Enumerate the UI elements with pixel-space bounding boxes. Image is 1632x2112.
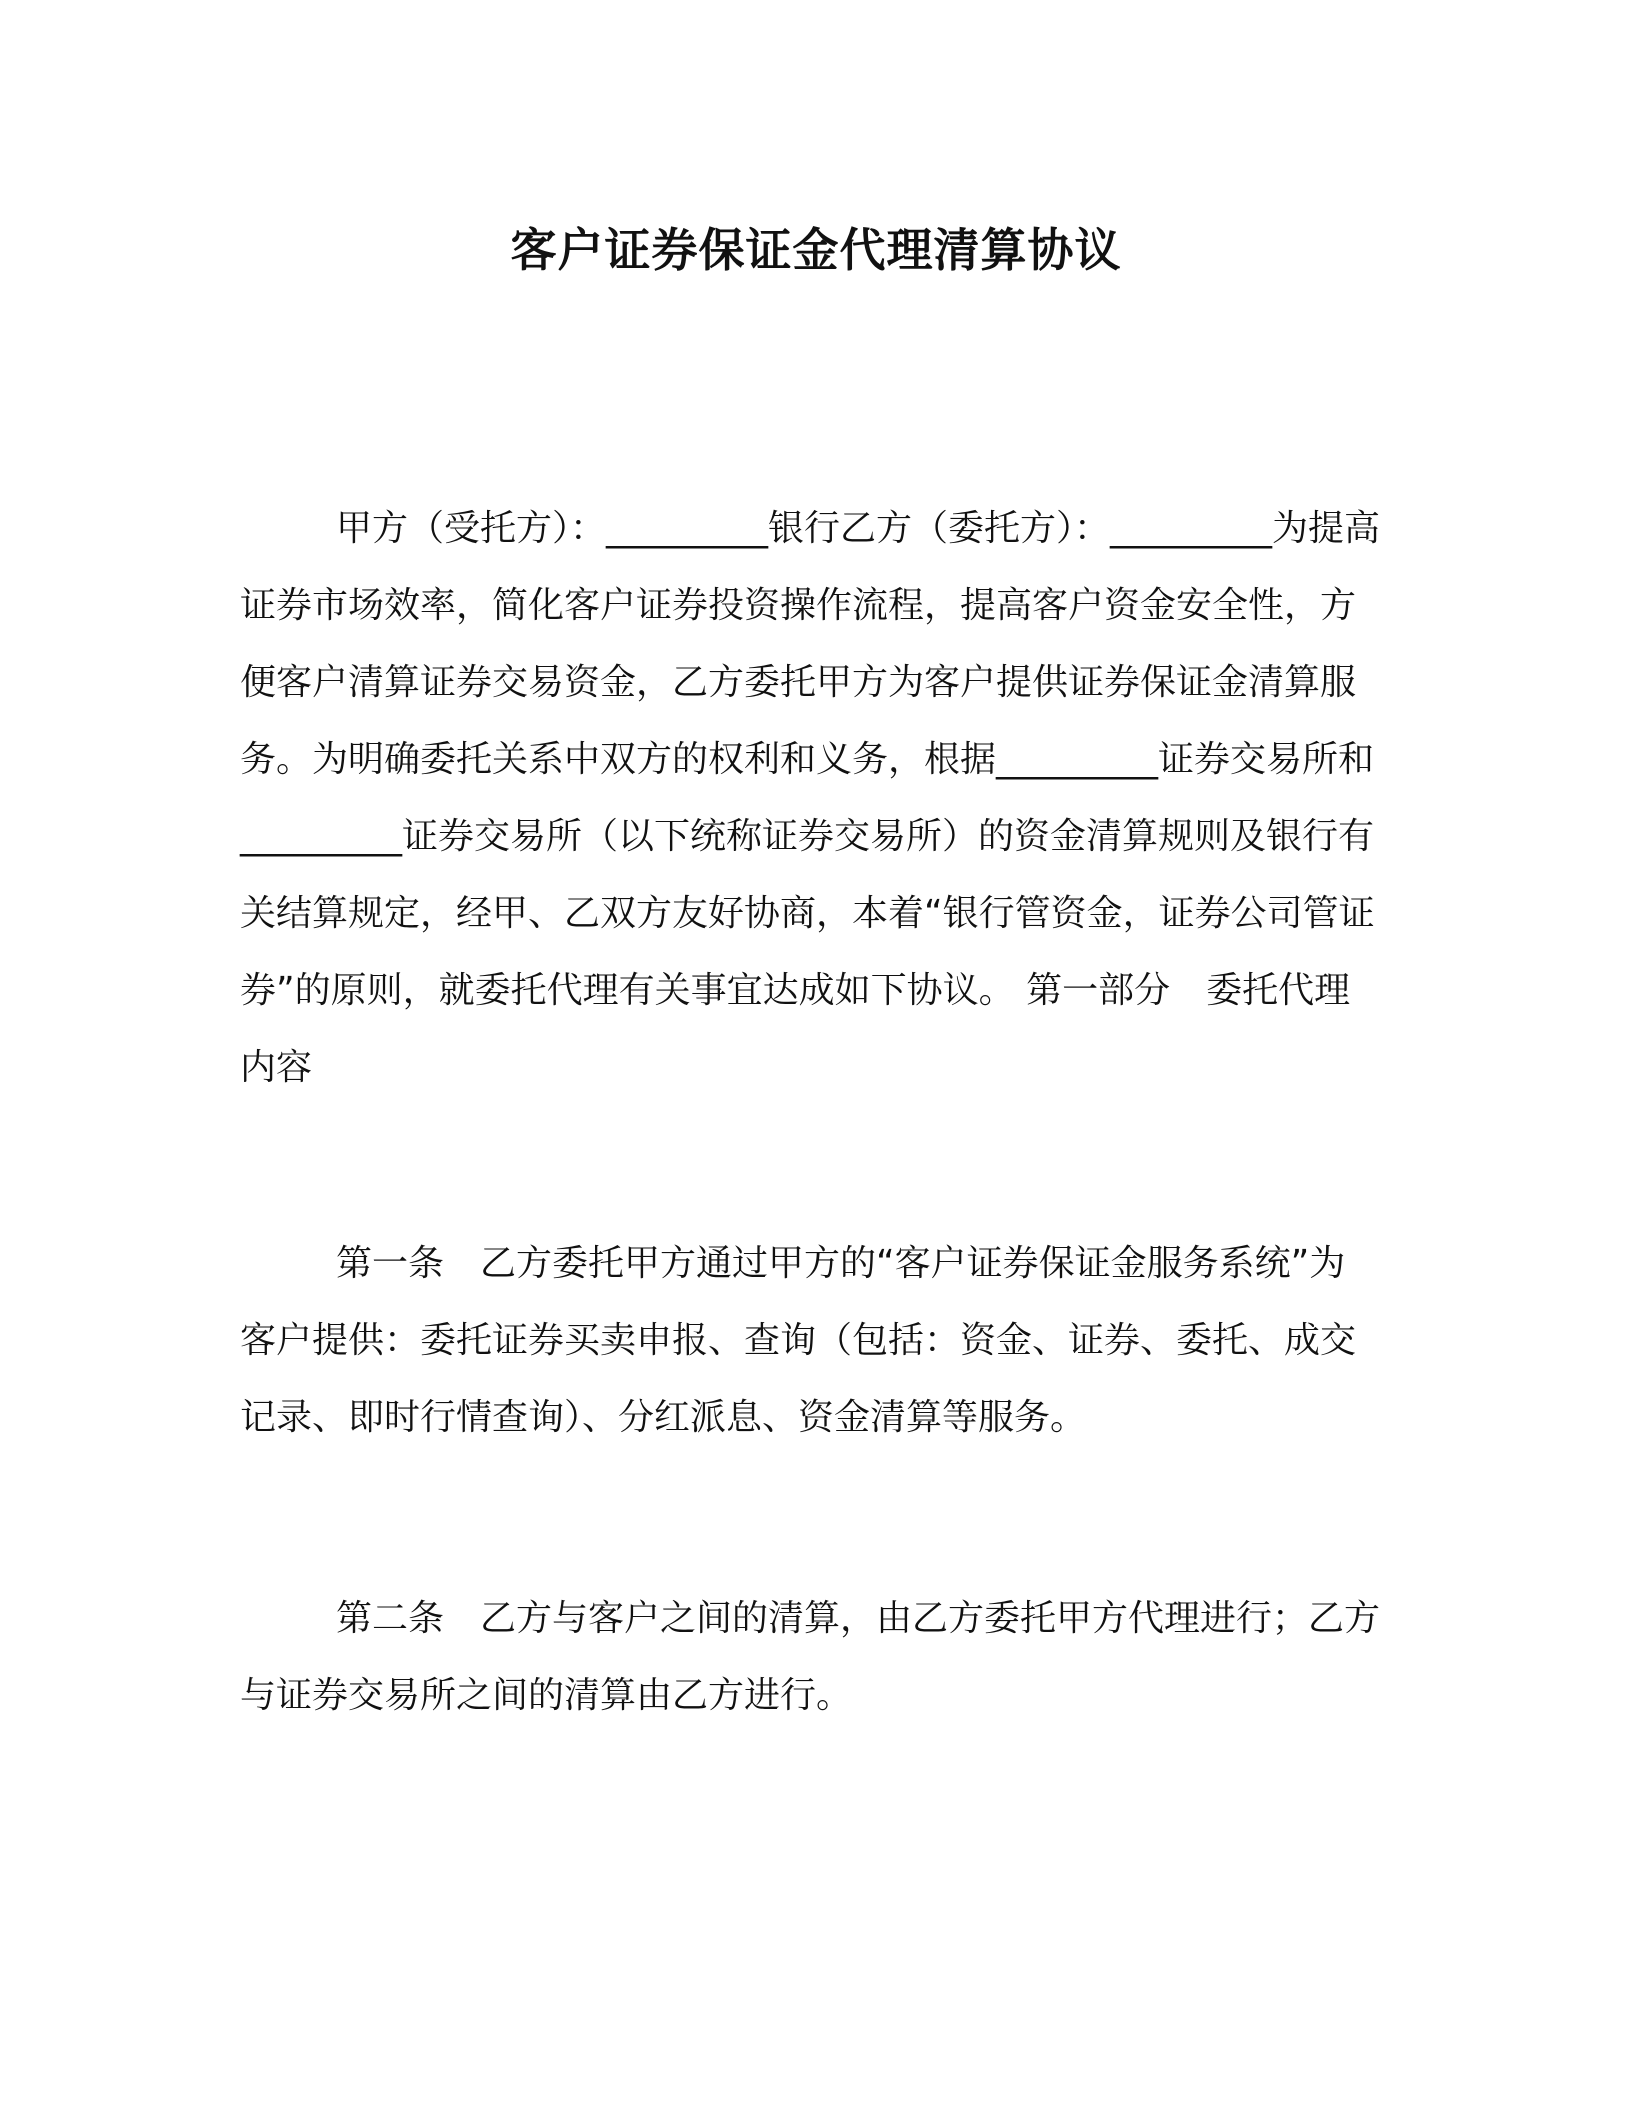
article-1-text: 第一条 乙方委托甲方通过甲方的“客户证券保证金服务系统”为客户提供：委托证券买卖申报、查询（包括：资金、证券、委托、成交记录、即时行情查询）、分红派息、资金清算等服务。 (240, 1243, 1357, 1438)
article-2-paragraph (240, 1580, 1380, 1734)
article-1-paragraph (240, 1225, 1380, 1456)
intro-paragraph (240, 490, 1380, 1106)
document-title: 客户证券保证金代理清算协议 (510, 223, 1122, 277)
intro-text: 甲方（受托方）：_________银行乙方（委托方）：_________为提高证券市场效率，简化客户证券投资操作流程，提高客户资金安全性，方便客户清算证券交易资金，乙方委托甲方为客户提供证券保证金清算服务。为明确委托关系中双方的权利和义务，根据_________证券交易所和_________证券交易所（以下统称证券交易所）的资金清算规则及银行有关结算规定，经甲、乙双方友好协商，本着“银行管资金，证券公司管证券”的原则，就委托代理有关事宜达成如下协议。 第一部分 委托代理内容 (240, 508, 1381, 1088)
article-2-text: 第二条 乙方与客户之间的清算，由乙方委托甲方代理进行；乙方与证券交易所之间的清算由乙方进行。 (240, 1598, 1381, 1716)
